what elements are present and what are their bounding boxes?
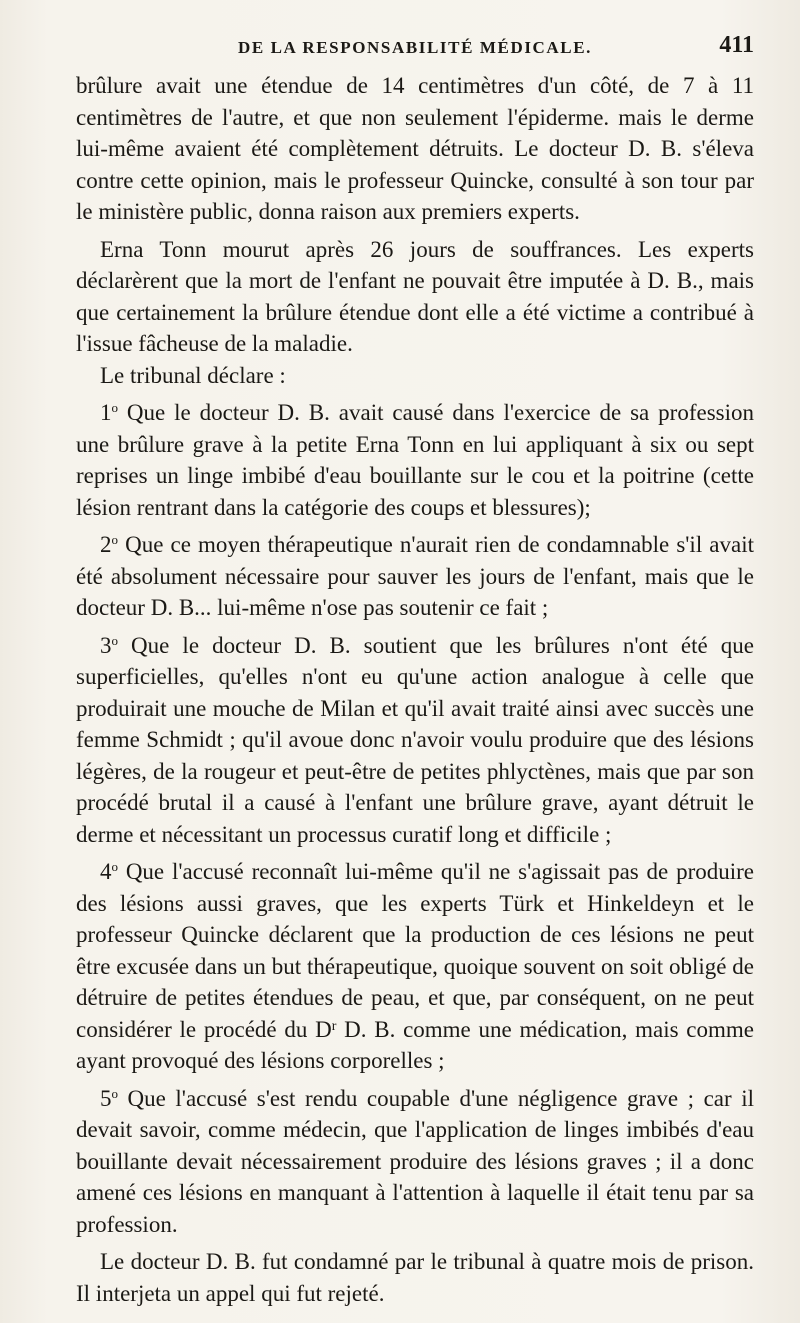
paragraph-2 (76, 234, 754, 360)
finding-5 (76, 1083, 754, 1241)
finding-number: 3 (100, 632, 112, 658)
paragraph-text: brûlure avait une étendue de 14 centimètres d'un côté, de 7 à 11 centimètres de l'autre, et que non seulement l'épiderme. mais le derme lui-même avaient été complètement détruits. Le docteur D. B. s'éleva contre cette opinion, mais le professeur Quincke, consulté à son tour par le ministère public, donna raison aux premiers experts. (76, 73, 754, 224)
body-text (76, 70, 754, 1309)
finding-2 (76, 529, 754, 624)
finding-1 (76, 397, 754, 523)
finding-text-continued: D. B. comme une médication, mais comme ayant provoqué des lésions corporelles ; (76, 1016, 754, 1073)
finding-3 (76, 630, 754, 851)
finding-text: Que l'accusé reconnaît lui-même qu'il ne s'agissait pas de produire des lésions aussi graves, que les experts Türk et Hinkeldeyn et le professeur Quincke déclarent que la production de ces lésions ne peut être excusée dans un but thérapeutique, quoique souvent on soit obligé de détruire de petites étendues de peau, et que, par conséquent, on ne peut considérer le procédé du D (76, 859, 754, 1042)
running-head (76, 34, 754, 70)
finding-text: Que le docteur D. B. avait causé dans l'exercice de sa profession une brûlure grave à la petite Erna Tonn en lui appliquant à six ou sept reprises un linge imbibé d'eau bouillante sur le cou et la poitrine (cette lésion rentrant dans la catégorie des coups et blessures); (76, 400, 754, 520)
paragraph-text: Le tribunal déclare : (100, 362, 286, 388)
finding-number: 5 (100, 1085, 112, 1111)
ordinal-mark: o (111, 532, 118, 547)
finding-text: Que le docteur D. B. soutient que les brûlures n'ont été que superficielles, qu'elles n'ont eu qu'une action analogue à celle que produirait une mouche de Milan et qu'il avait traité ainsi avec succès une femme Schmidt ; qu'il avoue donc n'avoir voulu produire que des lésions légères, de la rougeur et peut-être de petites phlyctènes, mais que par son procédé brutal il a causé à l'enfant une brûlure grave, ayant détruit le derme et nécessitant un processus curatif long et difficile ; (76, 632, 754, 847)
ordinal-mark: o (111, 632, 118, 648)
paragraph-3 (76, 360, 754, 392)
ordinal-mark: o (111, 400, 118, 415)
finding-number: 2 (100, 532, 112, 557)
finding-4 (76, 856, 754, 1077)
page-number: 411 (719, 32, 754, 58)
ordinal-mark: o (111, 859, 118, 874)
paragraph-verdict (76, 1246, 754, 1309)
finding-text: Que l'accusé s'est rendu coupable d'une négligence grave ; car il devait savoir, comme médecin, que l'application de linges imbibés d'eau bouillante devait nécessairement produire des lésions graves ; il a donc amené ces lésions en manquant à l'attention à laquelle il était tenu par sa profession. (76, 1085, 754, 1237)
ordinal-mark: o (111, 1085, 118, 1101)
finding-number: 1 (100, 400, 112, 425)
paragraph-1 (76, 70, 754, 228)
doctor-abbrev-superscript: r (331, 1018, 337, 1034)
paragraph-text: Erna Tonn mourut après 26 jours de souffrances. Les experts déclarèrent que la mort de l'enfant ne pouvait être imputée à D. B., mais que certainement la brûlure étendue dont elle a été victime a contribué à l'issue fâcheuse de la maladie. (76, 236, 754, 356)
finding-text: Que ce moyen thérapeutique n'aurait rien de condamnable s'il avait été absolument nécessaire pour sauver les jours de l'enfant, mais que le docteur D. B... lui-même n'ose pas soutenir ce fait ; (76, 532, 754, 620)
running-head-title: DE LA RESPONSABILITÉ MÉDICALE. (237, 38, 593, 57)
paragraph-text: Le docteur D. B. fut condamné par le tribunal à quatre mois de prison. Il interjeta un appel qui fut rejeté. (76, 1249, 754, 1306)
finding-number: 4 (100, 859, 112, 884)
